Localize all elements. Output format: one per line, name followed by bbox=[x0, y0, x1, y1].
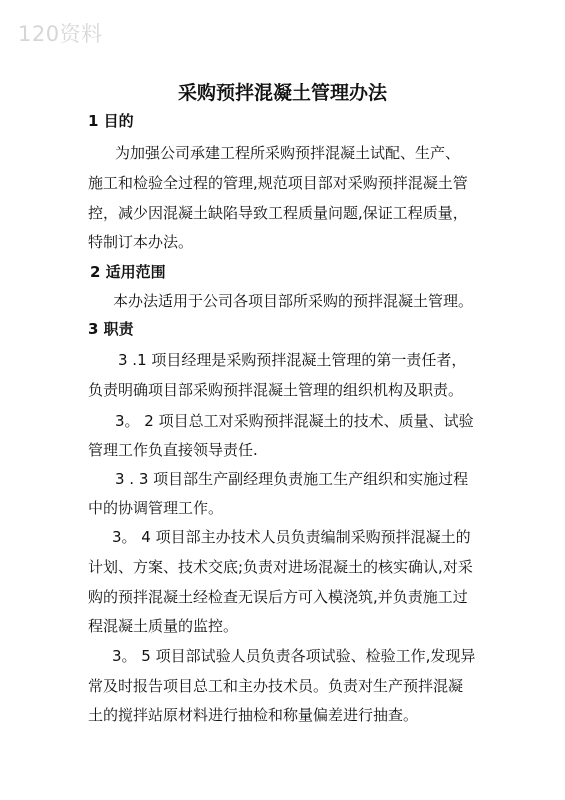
paragraph-line: 控，减少因混凝土缺陷导致工程质量问题,保证工程质量， bbox=[88, 204, 468, 222]
paragraph-line: 程混凝土质量的监控。 bbox=[88, 617, 239, 635]
paragraph-line: 常及时报告项目总工和主办技术员。负责对生产预拌混凝 bbox=[88, 677, 464, 695]
paragraph-line: 3。 5 项目部试验人员负责各项试验、检验工作,发现异 bbox=[112, 647, 476, 665]
section-heading-responsibilities: 3 职责 bbox=[88, 320, 134, 338]
watermark: 120资料 bbox=[18, 22, 103, 46]
paragraph-line: 购的预拌混凝土经检查无误后方可入模浇筑,并负责施工过 bbox=[88, 588, 468, 606]
paragraph-line: 管理工作负直接领导责任. bbox=[88, 441, 258, 459]
paragraph-line: 本办法适用于公司各项目部所采购的预拌混凝土管理。 bbox=[113, 292, 474, 310]
paragraph-line: 中的协调管理工作。 bbox=[88, 499, 224, 517]
document-title: 采购预拌混凝土管理办法 bbox=[177, 82, 387, 104]
paragraph-line: 3。 2 项目总工对采购预拌混凝土的技术、质量、试验 bbox=[115, 412, 474, 430]
paragraph-line: 特制订本办法。 bbox=[88, 233, 194, 251]
section-heading-scope: 2 适用范围 bbox=[90, 263, 166, 281]
paragraph-line: 土的搅拌站原材料进行抽检和称量偏差进行抽查。 bbox=[88, 706, 419, 724]
paragraph-line: 计划、方案、技术交底;负责对进场混凝土的核实确认,对采 bbox=[88, 558, 473, 576]
paragraph-line: 负责明确项目部采购预拌混凝土管理的组织机构及职责。 bbox=[88, 381, 464, 399]
paragraph-line: 3 .1 项目经理是采购预拌混凝土管理的第一责任者， bbox=[118, 351, 467, 369]
paragraph-line: 3 . 3 项目部生产副经理负责施工生产组织和实施过程 bbox=[115, 470, 469, 488]
paragraph-line: 3。 4 项目部主办技术人员负责编制采购预拌混凝土的 bbox=[112, 528, 471, 546]
paragraph-line: 为加强公司承建工程所采购预拌混凝土试配、生产、 bbox=[115, 144, 461, 162]
section-heading-purpose: 1 目的 bbox=[88, 112, 134, 130]
paragraph-line: 施工和检验全过程的管理,规范项目部对采购预拌混凝土管 bbox=[88, 174, 468, 192]
